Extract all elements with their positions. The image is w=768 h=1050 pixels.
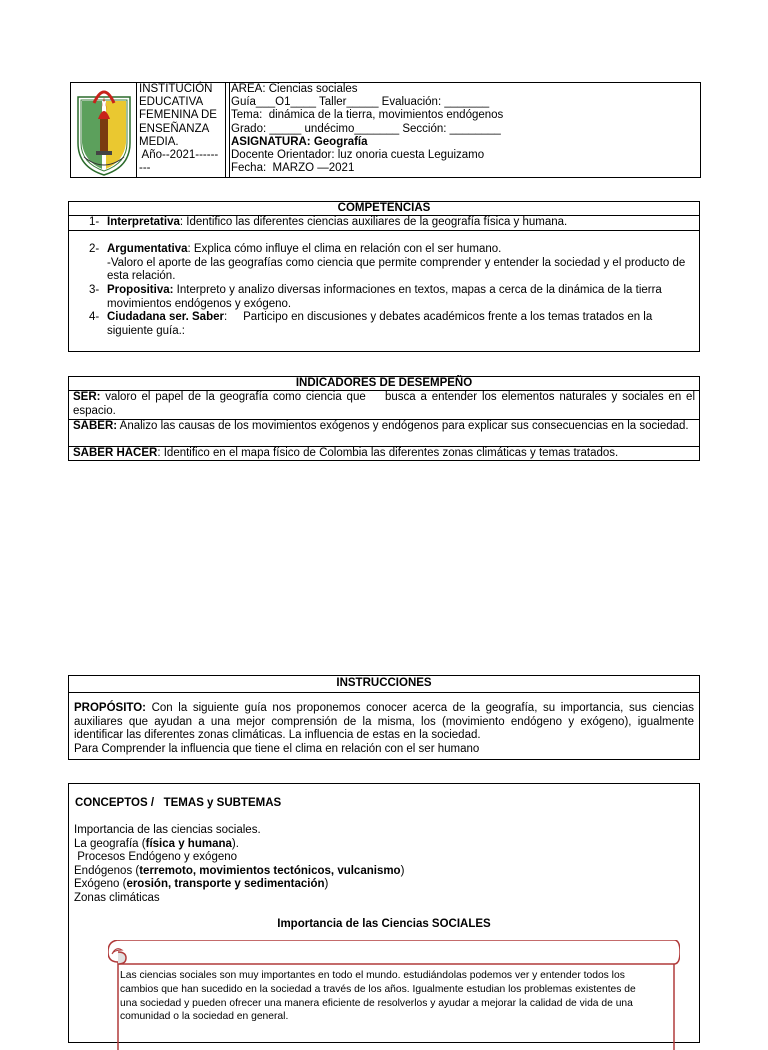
item-label: Ciudadana ser. Saber bbox=[107, 311, 224, 323]
institution-line: Año--2021------ bbox=[139, 149, 219, 162]
indicador-text: Analizo las causas de los movimientos exógenos y endógenos para explicar sus consecuencias en la sociedad. bbox=[117, 420, 689, 432]
concepto-line bbox=[74, 878, 404, 892]
indicadores-box bbox=[68, 376, 700, 461]
docente-line: Docente Orientador: luz onoria cuesta Leguizamo bbox=[231, 149, 485, 162]
concepto-text: Endógenos ( bbox=[74, 864, 140, 877]
instrucciones-title: INSTRUCCIONES bbox=[69, 676, 699, 693]
competencia-item bbox=[89, 216, 693, 230]
competencias-title: COMPETENCIAS bbox=[69, 202, 699, 216]
tema-line: Tema: dinámica de la tierra, movimientos endógenos bbox=[231, 109, 504, 122]
item-label: Interpretativa bbox=[107, 216, 180, 228]
concepto-line bbox=[74, 838, 404, 852]
conceptos-list bbox=[74, 824, 404, 905]
concepto-text: ). bbox=[231, 837, 239, 850]
area-line: AREA: Ciencias sociales bbox=[231, 83, 358, 95]
item-label: Argumentativa bbox=[107, 243, 188, 255]
indicador-label: SABER HACER bbox=[73, 447, 158, 459]
institution-line: --- bbox=[139, 162, 151, 175]
grado-line: Grado: _____ undécimo_______ Sección: ________ bbox=[231, 122, 501, 135]
indicador-text: : Identifico en el mapa físico de Colombia las diferentes zonas climáticas y temas tratados. bbox=[157, 447, 619, 459]
institution-line: MEDIA. bbox=[139, 135, 179, 148]
conceptos-subtitle: Importancia de las Ciencias SOCIALES bbox=[277, 918, 491, 930]
indicador-row bbox=[69, 390, 699, 419]
asignatura-line: ASIGNATURA: Geografía bbox=[231, 135, 368, 148]
competencia-item bbox=[89, 284, 693, 311]
concepto-text: Exógeno ( bbox=[74, 878, 127, 890]
institution-cell bbox=[137, 83, 226, 177]
indicador-text: valoro el papel de la geografía como ciencia que busca a entender los elementos naturales y sociales en el espacio. bbox=[73, 391, 699, 417]
competencias-box bbox=[68, 201, 700, 352]
proposito-line2: Para Comprender la influencia que tiene el clima en relación con el ser humano bbox=[74, 742, 480, 755]
concepto-line bbox=[74, 865, 404, 879]
item-number: 1- bbox=[89, 216, 100, 228]
item-text: Interpreto y analizo diversas informaciones en textos, mapas a cerca de la dinámica de la tierra movimientos endógenos y exógeno. bbox=[107, 284, 662, 310]
instrucciones-box bbox=[68, 675, 700, 760]
concepto-bold: física y humana bbox=[145, 837, 232, 850]
concepto-bold: erosión, transporte y sedimentación bbox=[126, 878, 325, 890]
item-text: : Explica cómo influye el clima en relación con el ser humano. bbox=[187, 243, 502, 255]
conceptos-title: CONCEPTOS / TEMAS y SUBTEMAS bbox=[75, 797, 282, 809]
competencia-item bbox=[89, 311, 693, 338]
indicador-label: SABER: bbox=[73, 420, 118, 432]
item-label: Propositiva: bbox=[107, 284, 174, 296]
item-text: : Participo en discusiones y debates académicos frente a los temas tratados en la siguiente guía.: bbox=[107, 311, 656, 337]
concepto-line: Zonas climáticas bbox=[74, 891, 160, 904]
concepto-text: ) bbox=[324, 878, 329, 890]
concepto-line: Importancia de las ciencias sociales. bbox=[74, 824, 261, 836]
indicador-row bbox=[69, 446, 699, 463]
institution-line: EDUCATIVA bbox=[139, 96, 204, 109]
indicador-label: SER: bbox=[73, 391, 101, 403]
indicadores-title: INDICADORES DE DESEMPEÑO bbox=[295, 377, 473, 389]
item-number: 2- bbox=[89, 243, 100, 255]
scroll-text: Las ciencias sociales son muy importantes en todo el mundo. estudiándolas podemos ver y entender todos los cambios que han sucedido en la sociedad a través de los años. Igualmente estudian los problemas existentes de una sociedad y pueden ofrecer una manera eficiente de resolverlos y ayudar a mejorar la calidad de vida de una comunidad o la sociedad en general. bbox=[120, 970, 636, 1023]
area-cell bbox=[230, 83, 700, 177]
concepto-line: Procesos Endógeno y exógeno bbox=[74, 851, 238, 863]
proposito-label: PROPÓSITO: bbox=[74, 702, 146, 714]
logo-cell bbox=[71, 83, 137, 177]
indicador-row bbox=[69, 419, 699, 446]
item-text: : Identifico las diferentes ciencias auxiliares de la geografía física y humana. bbox=[179, 216, 568, 228]
item-number: 4- bbox=[89, 311, 100, 323]
competencia-item bbox=[89, 243, 693, 284]
concepto-text: ) bbox=[400, 864, 405, 877]
proposito-text: Con la siguiente guía nos proponemos conocer acerca de la geografía, su importancia, sus ciencias auxiliares que ayudan a una mejor comprensión de la misma, los (movimiento endógeno y exógeno), igualmente identificar las diferentes zonas climáticas. La influencia de estas en la sociedad. bbox=[74, 702, 694, 741]
institution-line: ENSEÑANZA bbox=[139, 122, 210, 135]
proposito-paragraph bbox=[69, 693, 699, 743]
row-divider bbox=[69, 230, 699, 231]
fecha-line: Fecha: MARZO —2021 bbox=[231, 162, 355, 175]
institution-line: INSTITUCIÓN bbox=[139, 83, 213, 95]
guia-line: Guía___O1____ Taller_____ Evaluación: _______ bbox=[231, 96, 490, 109]
item-number: 3- bbox=[89, 284, 100, 296]
school-crest-logo bbox=[72, 83, 136, 177]
concepto-text: La geografía ( bbox=[74, 837, 146, 850]
concepto-bold: terremoto, movimientos tectónicos, vulcanismo bbox=[139, 864, 401, 877]
header-table bbox=[70, 82, 701, 178]
institution-line: FEMENINA DE bbox=[139, 109, 217, 122]
item-extra: -Valoro el aporte de las geografías como ciencia que permite comprender y entender la sociedad y el producto de esta relación. bbox=[107, 256, 686, 282]
